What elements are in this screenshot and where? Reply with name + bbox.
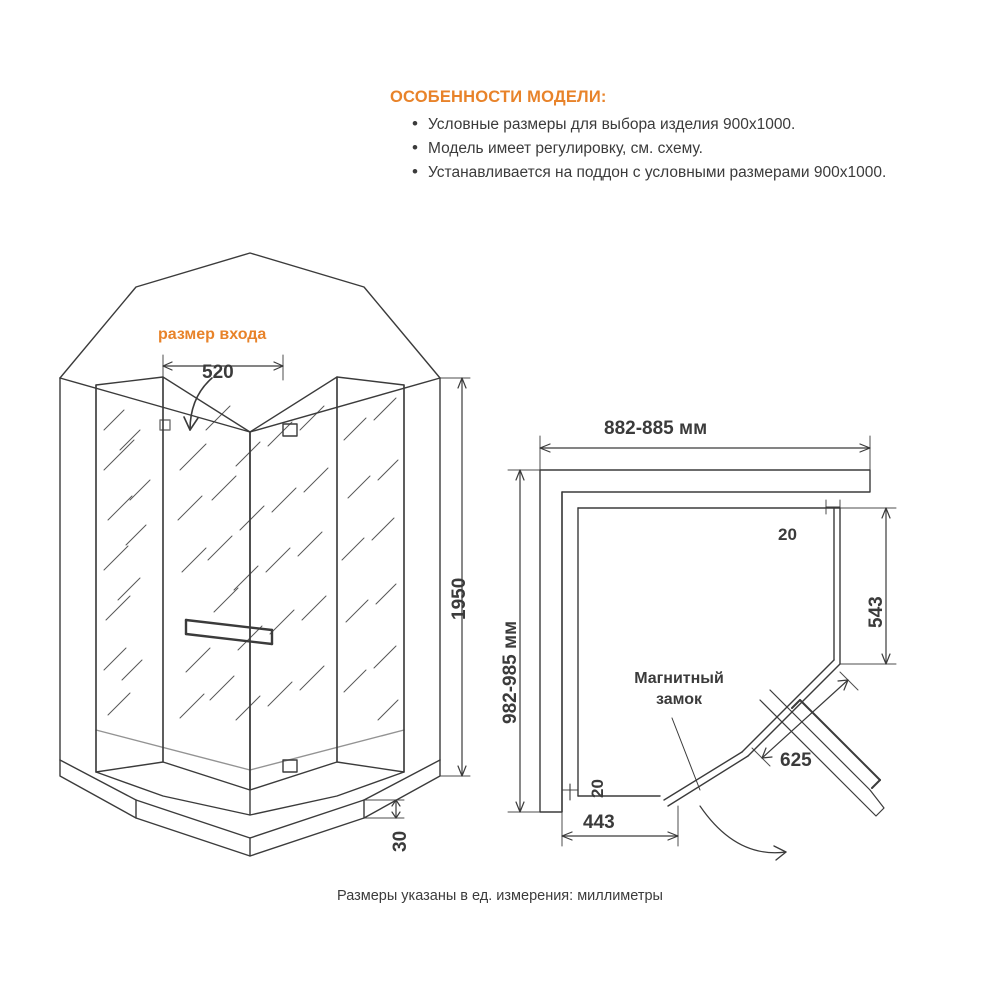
magnet-lock-label: Магнитный замок xyxy=(634,670,724,708)
entrance-label: размер входа xyxy=(158,326,267,343)
list-item: • Устанавливается на поддон с условными размерами 900x1000. xyxy=(412,161,950,184)
list-item: • Условные размеры для выбора изделия 900x1000. xyxy=(412,113,950,136)
entrance-width-value: 520 xyxy=(202,362,234,383)
list-item: • Модель имеет регулировку, см. схему. xyxy=(412,137,950,160)
height-value: 1950 xyxy=(449,577,470,620)
bottom-width-value: 443 xyxy=(583,812,615,833)
glass-hatching xyxy=(104,398,398,720)
profile-bottom-value: 20 xyxy=(588,779,607,798)
footer-note: Размеры указаны в ед. измерения: миллиметры xyxy=(337,888,663,904)
base-height-value: 30 xyxy=(390,830,411,852)
diagonal-side-value: 543 xyxy=(866,596,887,628)
plan-top-width: 882-885 мм xyxy=(604,418,708,439)
plan-left-height: 982-985 мм xyxy=(500,620,521,724)
door-width-value: 625 xyxy=(780,750,812,771)
features-title: ОСОБЕННОСТИ МОДЕЛИ: xyxy=(390,88,607,106)
right-plan-view xyxy=(508,436,896,860)
profile-top-value: 20 xyxy=(778,525,797,544)
